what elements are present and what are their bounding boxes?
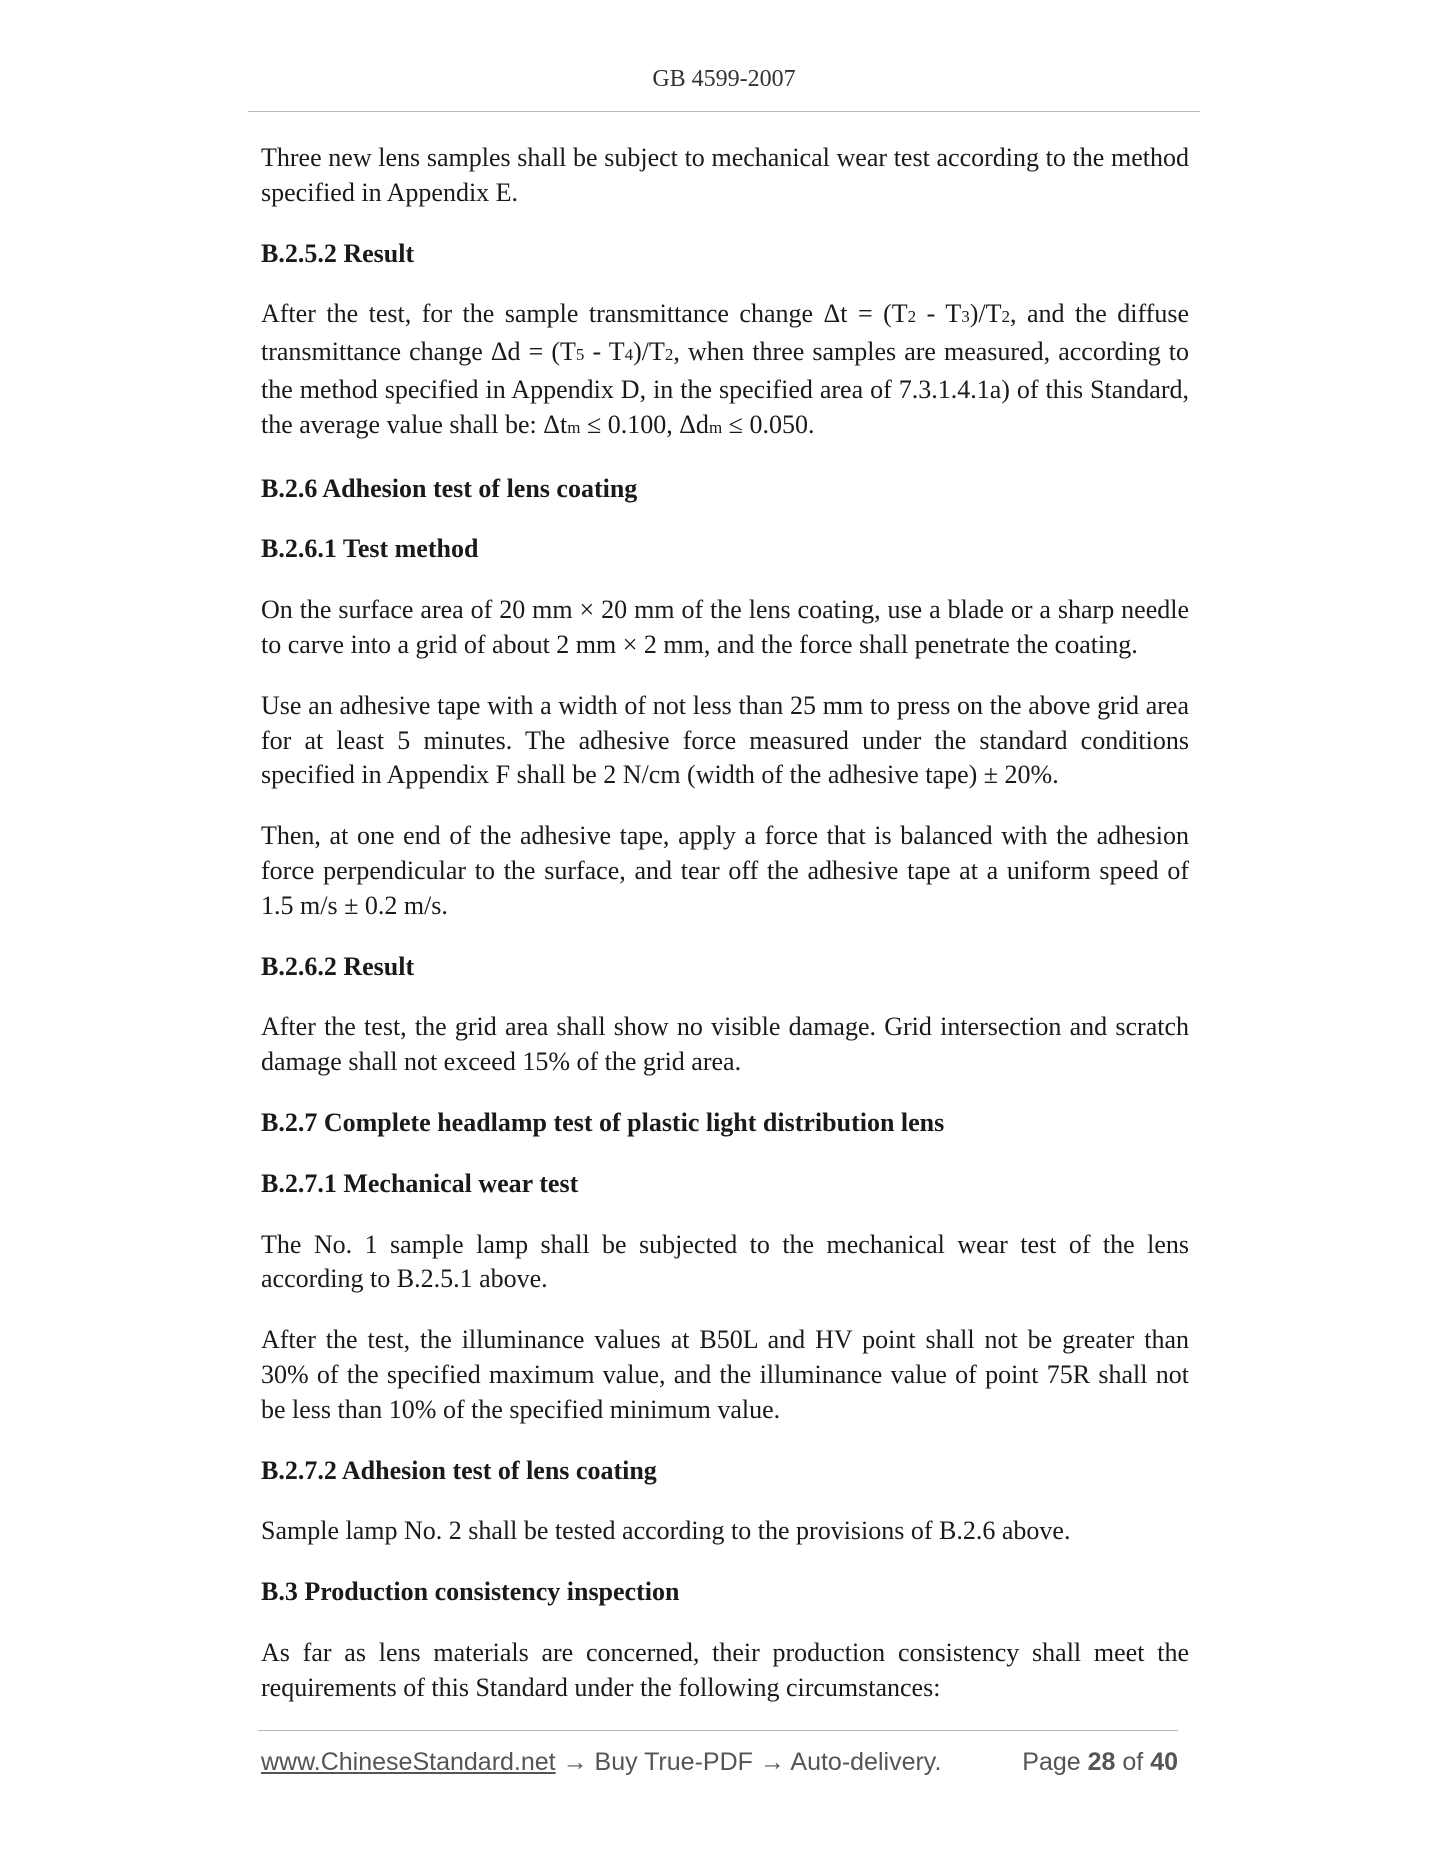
heading-b271-mechanical-wear: B.2.7.1 Mechanical wear test	[261, 1168, 579, 1198]
text-run: ≤ 0.050.	[722, 409, 815, 439]
heading-b262-result: B.2.6.2 Result	[261, 951, 415, 981]
text-run: , and the diffuse transmittance change Δd = (T	[261, 299, 1189, 367]
heading-b26-adhesion-test: B.2.6 Adhesion test of lens coating	[261, 473, 638, 503]
document-header: GB 4599-2007	[652, 66, 796, 92]
paragraph-mechanical-wear-samples: Three new lens samples shall be subject to mechanical wear test according to the method specified in Appendix E.	[261, 143, 1189, 207]
subscript: 2	[1001, 307, 1010, 327]
total-pages: 40	[1150, 1748, 1178, 1776]
heading-b272-adhesion-coating: B.2.7.2 Adhesion test of lens coating	[261, 1455, 657, 1485]
paragraph-grid-damage: After the test, the grid area shall show no visible damage. Grid intersection and scratch damage shall not exceed 15% of the grid area.	[261, 1012, 1189, 1077]
subscript: 2	[907, 307, 917, 327]
text-run: After the test, for the sample transmittance change Δt = (T	[261, 299, 908, 329]
paragraph-sample-lamp-1: The No. 1 sample lamp shall be subjected to the mechanical wear test of the lens according to B.2.5.1 above.	[261, 1229, 1189, 1294]
page-number-indicator	[1022, 1748, 1178, 1777]
website-link[interactable]: www.ChineseStandard.net	[261, 1748, 556, 1776]
heading-b261-test-method: B.2.6.1 Test method	[261, 534, 479, 564]
of-word: of	[1122, 1748, 1144, 1776]
text-run: - T	[584, 337, 625, 367]
paragraph-grid-carving: On the surface area of 20 mm × 20 mm of the lens coating, use a blade or a sharp needle to carve into a grid of about 2 mm × 2 mm, and the force shall penetrate the coating.	[261, 595, 1189, 659]
heading-b252-result: B.2.5.2 Result	[261, 238, 415, 268]
subscript: m	[708, 417, 723, 437]
subscript: 4	[624, 345, 634, 365]
footer-divider	[258, 1730, 1178, 1731]
page-body	[261, 141, 1189, 1732]
page-word: Page	[1022, 1748, 1081, 1776]
text-run: , when three samples are measured, according to the method specified in Appendix D, in the specified area of 7.3.1.4.1a) of this Standard, the average value shall be: Δt	[261, 337, 1189, 439]
current-page-number: 28	[1087, 1748, 1116, 1776]
paragraph-illuminance-values: After the test, the illuminance values at B50L and HV point shall not be greater than 30% of the specified maximum value, and the illuminance value of point 75R shall not be less than 10% of the specified minimum value.	[261, 1325, 1189, 1424]
subscript: m	[567, 417, 581, 437]
subscript: 5	[575, 345, 585, 365]
text-run: ≤ 0.100, Δd	[580, 409, 709, 439]
header-divider	[248, 111, 1200, 112]
paragraph-sample-lamp-2: Sample lamp No. 2 shall be tested according to the provisions of B.2.6 above.	[261, 1516, 1071, 1546]
paragraph-transmittance-change	[261, 297, 1189, 445]
heading-b27-headlamp-test: B.2.7 Complete headlamp test of plastic light distribution lens	[261, 1107, 945, 1137]
text-run: )/T	[633, 337, 665, 367]
text-run: - T	[916, 299, 962, 329]
paragraph-tear-off: Then, at one end of the adhesive tape, apply a force that is balanced with the adhesion force perpendicular to the surface, and tear off the adhesive tape at a uniform speed of 1.5 m/s ± 0.2 m/s.	[261, 821, 1189, 920]
subscript: 3	[961, 307, 970, 327]
paragraph-production-consistency: As far as lens materials are concerned, their production consistency shall meet the requirements of this Standard under the following circumstances:	[261, 1637, 1189, 1702]
heading-b3-production-consistency: B.3 Production consistency inspection	[261, 1577, 680, 1607]
footer-promo	[261, 1748, 941, 1777]
subscript: 2	[664, 345, 674, 365]
footer-promo-text: → Buy True-PDF → Auto-delivery.	[555, 1748, 942, 1776]
text-run: )/T	[969, 299, 1002, 329]
paragraph-adhesive-tape: Use an adhesive tape with a width of not less than 25 mm to press on the above grid area for at least 5 minutes. The adhesive force measured under the standard conditions specified in Appendix F shall be 2 N/cm (width of the adhesive tape) ± 20%.	[261, 690, 1189, 790]
